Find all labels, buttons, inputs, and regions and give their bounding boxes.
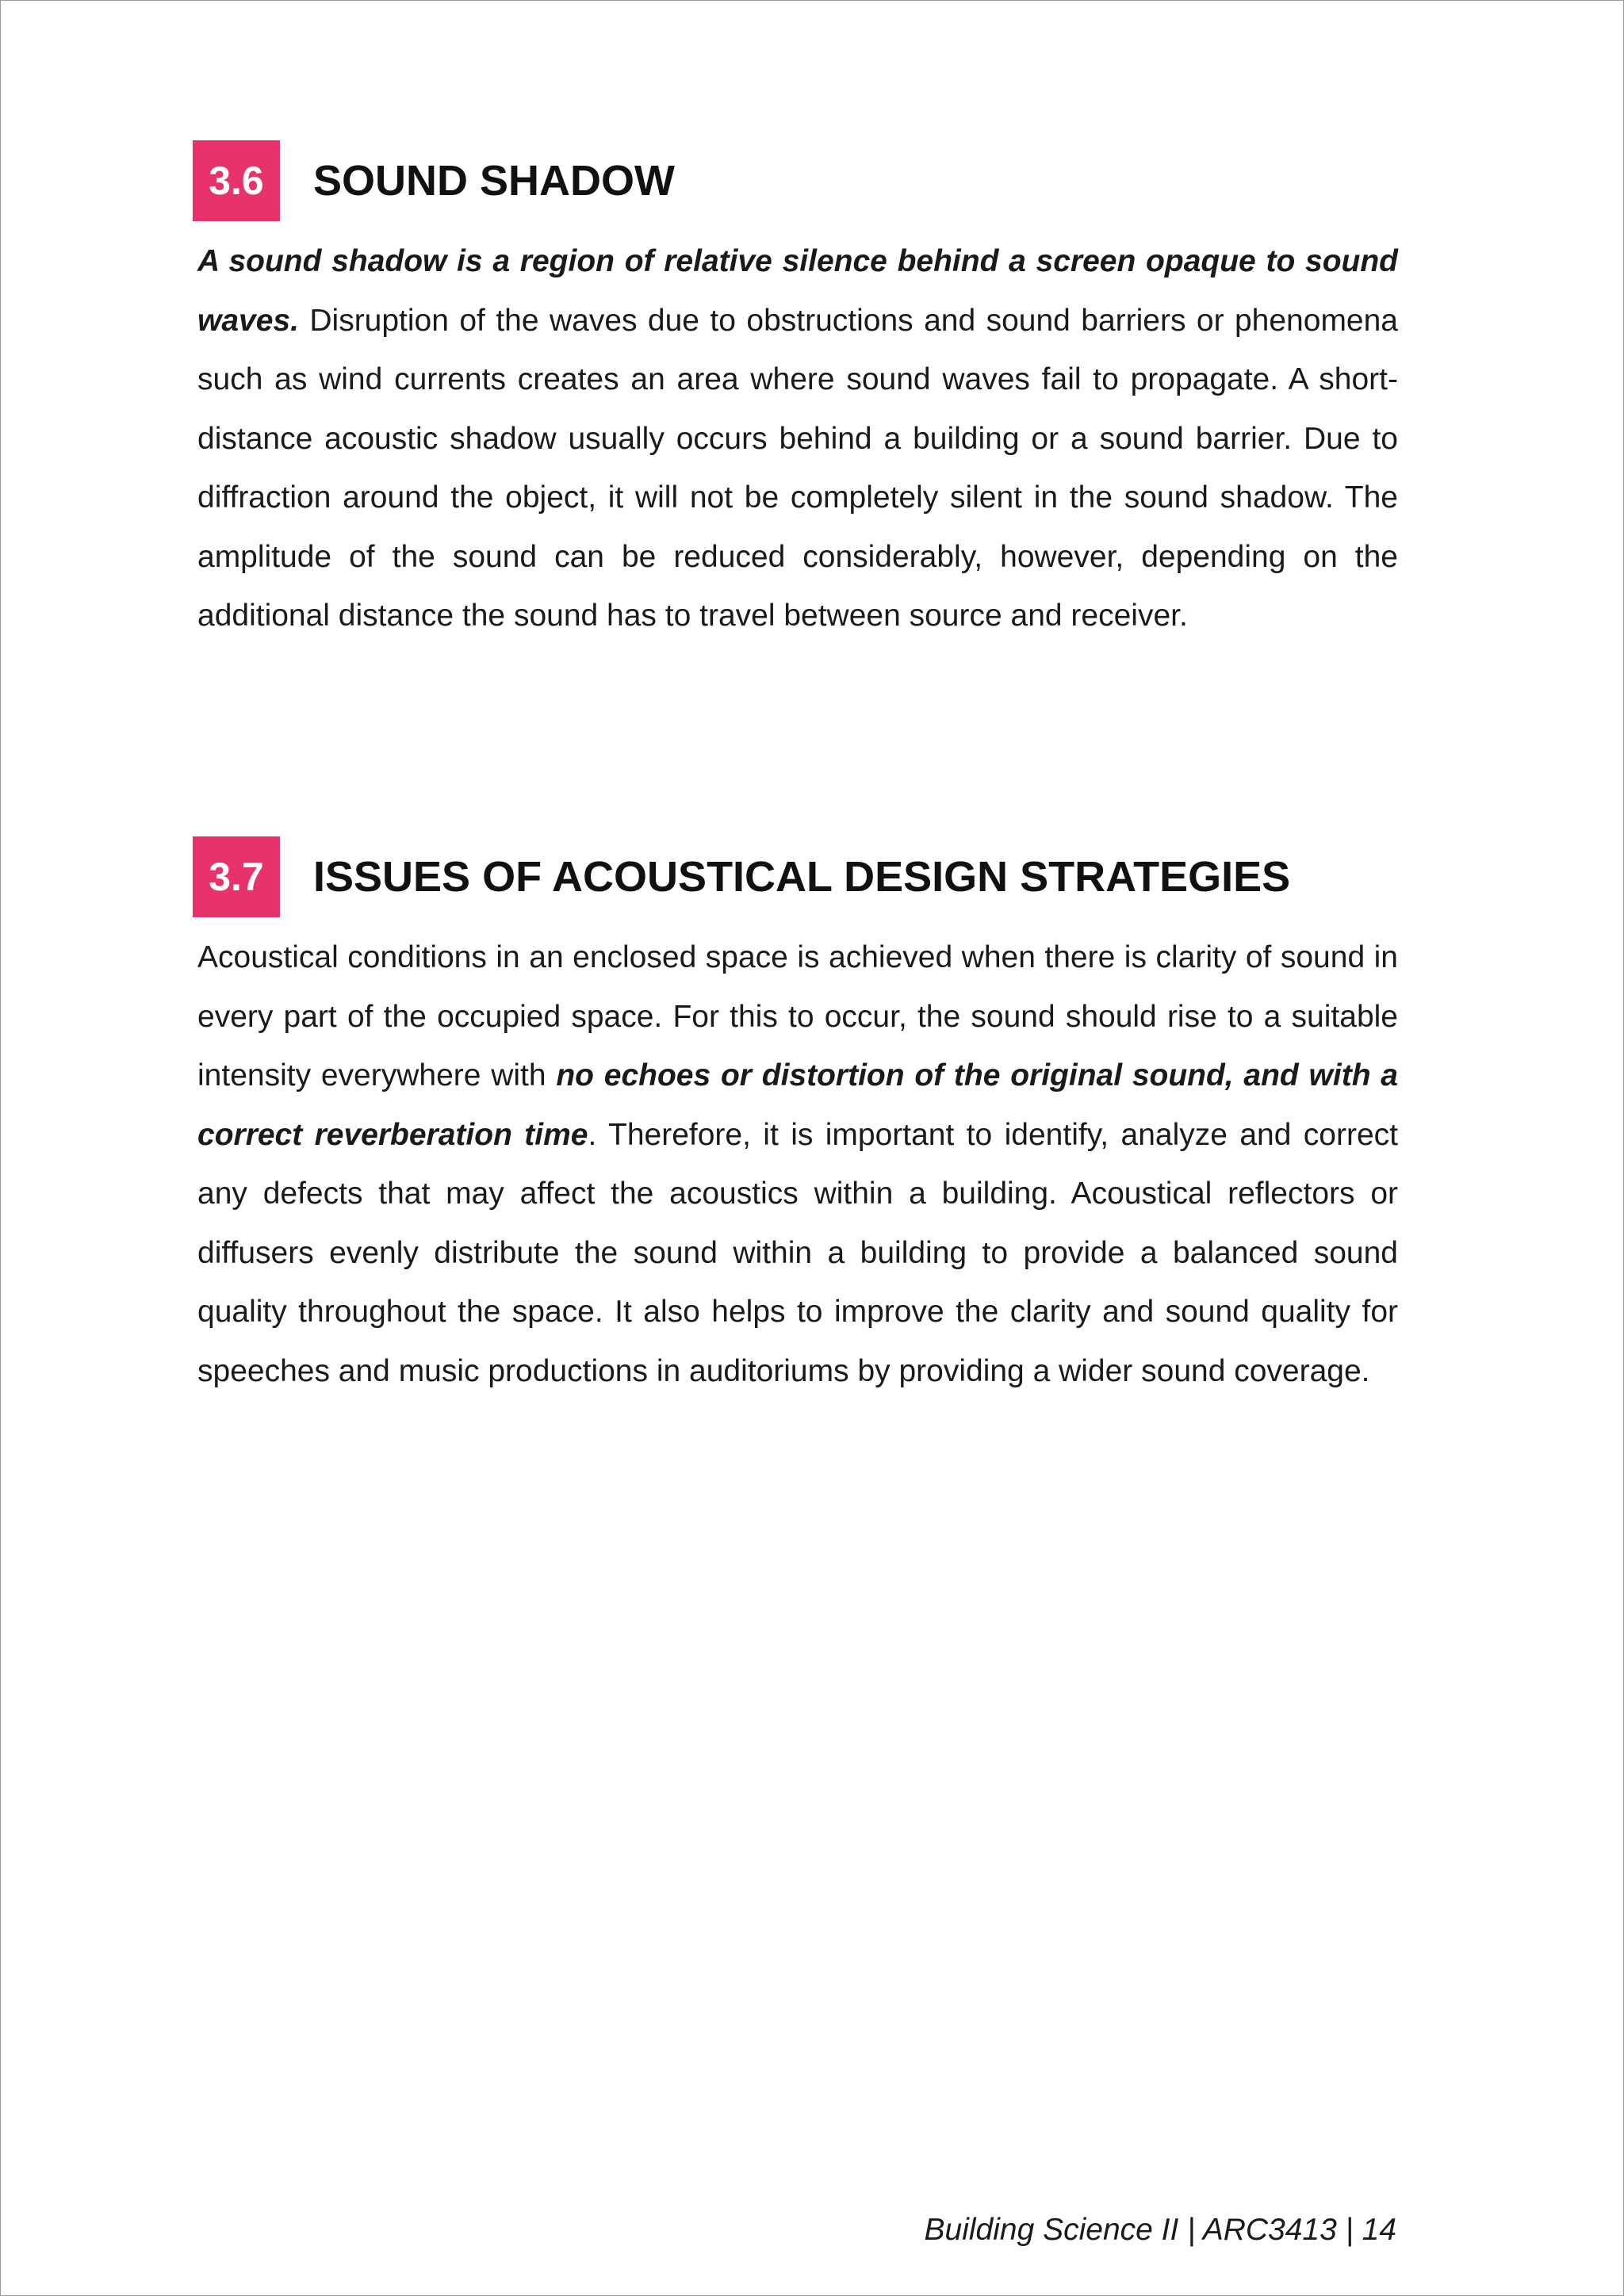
section-acoustical-design	[193, 836, 1398, 1401]
section-title: SOUND SHADOW	[313, 157, 675, 205]
paragraph-body-part2: . Therefore, it is important to identify, analyze and correct any defects that may affect the acoustics within a building. Acoustical reflectors or diffusers evenly distribute the sound within a building to provide a balanced sound quality throughout the space. It also helps to improve the clarity and sound quality for speeches and music productions in auditoriums by providing a wider sound coverage.	[197, 1117, 1398, 1388]
lead-emphasis: A sound shadow is a region of relative silence behind a screen opaque to sound waves.	[197, 244, 1398, 338]
section-header	[193, 140, 1398, 221]
page-footer: Building Science II | ARC3413 | 14	[924, 2213, 1396, 2247]
paragraph-body: Disruption of the waves due to obstructions and sound barriers or phenomena such as wind currents creates an area where sound waves fail to propagate. A short-distance acoustic shadow usually occurs behind a building or a sound barrier. Due to diffraction around the object, it will not be completely silent in the sound shadow. The amplitude of the sound can be reduced considerably, however, depending on the additional distance the sound has to travel between source and receiver.	[197, 303, 1398, 633]
section-sound-shadow	[193, 140, 1398, 646]
section-header	[193, 836, 1398, 917]
section-number-badge: 3.7	[193, 836, 280, 917]
section-paragraph	[193, 232, 1398, 646]
paragraph-emphasis: no echoes or distortion of the original sound, and with a correct reverberation time	[197, 1058, 1398, 1152]
section-number-badge: 3.6	[193, 140, 280, 221]
section-title: ISSUES OF ACOUSTICAL DESIGN STRATEGIES	[313, 853, 1291, 901]
paragraph-body-part1: Acoustical conditions in an enclosed space is achieved when there is clarity of sound in every part of the occupied space. For this to occur, the sound should rise to a suitable intensity everywhere with	[197, 940, 1398, 1093]
section-paragraph	[193, 928, 1398, 1401]
